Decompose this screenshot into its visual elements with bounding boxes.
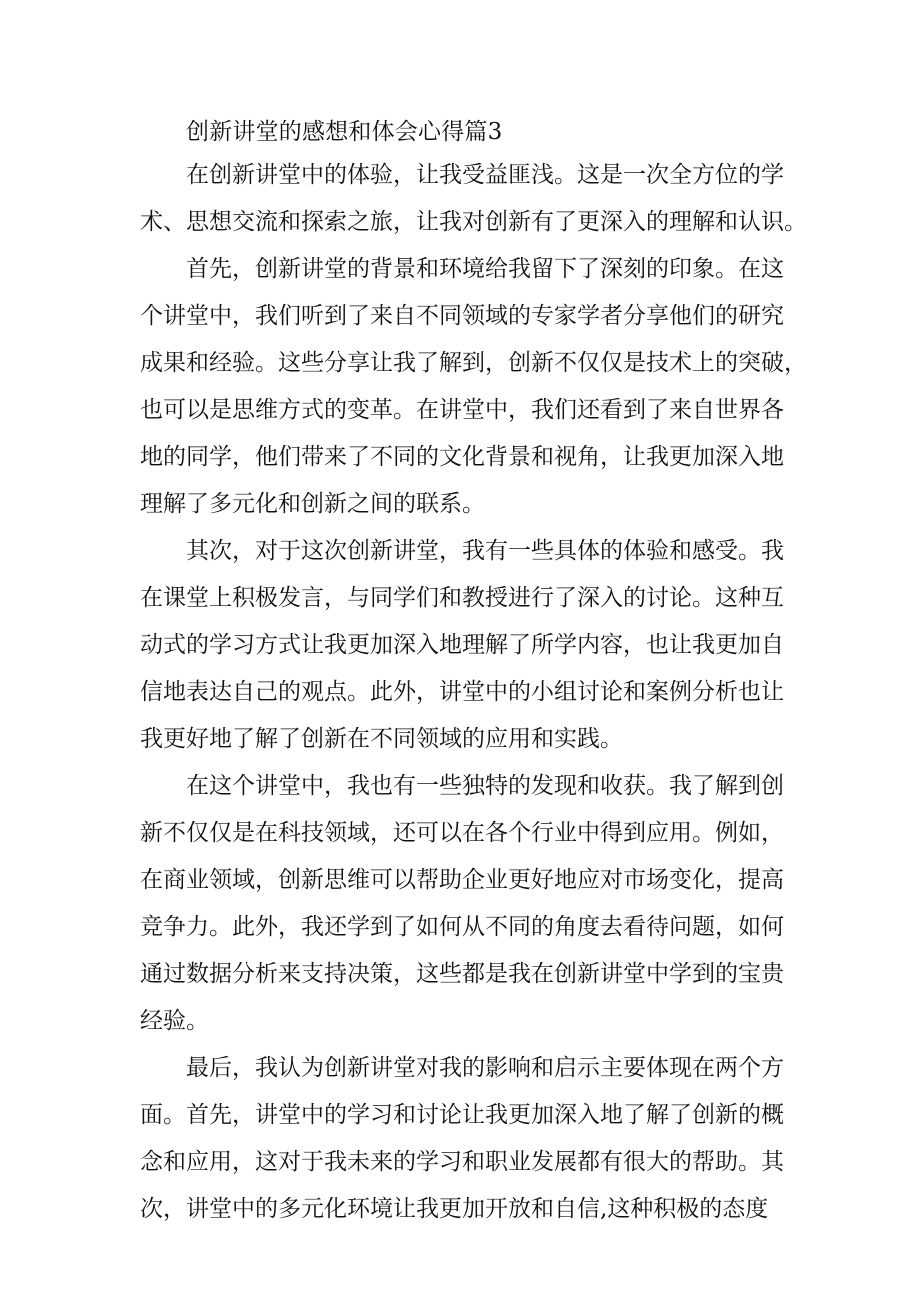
document-title: 创新讲堂的感想和体会心得篇3 <box>186 119 503 145</box>
paragraph-line: 动式的学习方式让我更加深入地理解了所学内容，也让我更加自 <box>140 632 784 658</box>
paragraph-line: 念和应用，这对于我未来的学习和职业发展都有很大的帮助。其 <box>140 1149 784 1175</box>
paragraph-line: 新不仅仅是在科技领域，还可以在各个行业中得到应用。例如， <box>140 820 784 846</box>
paragraph-line: 在创新讲堂中的体验，让我受益匪浅。这是一次全方位的学 <box>186 162 784 188</box>
paragraph-2 <box>140 246 807 528</box>
paragraph-5 <box>140 1045 783 1233</box>
paragraph-line: 我更好地了解了创新在不同领域的应用和实践。 <box>140 726 623 752</box>
paragraph-line: 在课堂上积极发言，与同学们和教授进行了深入的讨论。这种互 <box>140 585 784 611</box>
paragraph-line: 个讲堂中，我们听到了来自不同领域的专家学者分享他们的研究 <box>140 303 784 329</box>
paragraph-line: 首先，创新讲堂的背景和环境给我留下了深刻的印象。在这 <box>186 256 784 282</box>
paragraph-1 <box>140 152 807 246</box>
paragraph-line: 理解了多元化和创新之间的联系。 <box>140 491 485 517</box>
paragraph-line: 竞争力。此外，我还学到了如何从不同的角度去看待问题，如何 <box>140 914 784 940</box>
paragraph-line: 在这个讲堂中，我也有一些独特的发现和收获。我了解到创 <box>186 773 784 799</box>
paragraph-line: 通过数据分析来支持决策，这些都是我在创新讲堂中学到的宝贵 <box>140 961 784 987</box>
paragraph-line: 其次，对于这次创新讲堂，我有一些具体的体验和感受。我 <box>186 538 784 564</box>
paragraph-4 <box>140 763 783 1045</box>
paragraph-line: 也可以是思维方式的变革。在讲堂中，我们还看到了来自世界各 <box>140 397 784 423</box>
paragraph-line: 信地表达自己的观点。此外，讲堂中的小组讨论和案例分析也让 <box>140 679 784 705</box>
paragraph-line: 面。首先，讲堂中的学习和讨论让我更加深入地了解了创新的概 <box>140 1102 784 1128</box>
paragraph-line: 地的同学，他们带来了不同的文化背景和视角，让我更加深入地 <box>140 444 784 470</box>
paragraph-line: 在商业领域，创新思维可以帮助企业更好地应对市场变化，提高 <box>140 867 784 893</box>
paragraph-line: 成果和经验。这些分享让我了解到，创新不仅仅是技术上的突破， <box>140 350 807 376</box>
paragraph-line: 术、思想交流和探索之旅，让我对创新有了更深入的理解和认识。 <box>140 209 807 235</box>
paragraph-line: 最后，我认为创新讲堂对我的影响和启示主要体现在两个方 <box>186 1055 784 1081</box>
paragraph-3 <box>140 528 783 763</box>
paragraph-line: 经验。 <box>140 1008 209 1034</box>
paragraph-line: 次，讲堂中的多元化环境让我更加开放和自信,这种积极的态度 <box>140 1196 769 1222</box>
